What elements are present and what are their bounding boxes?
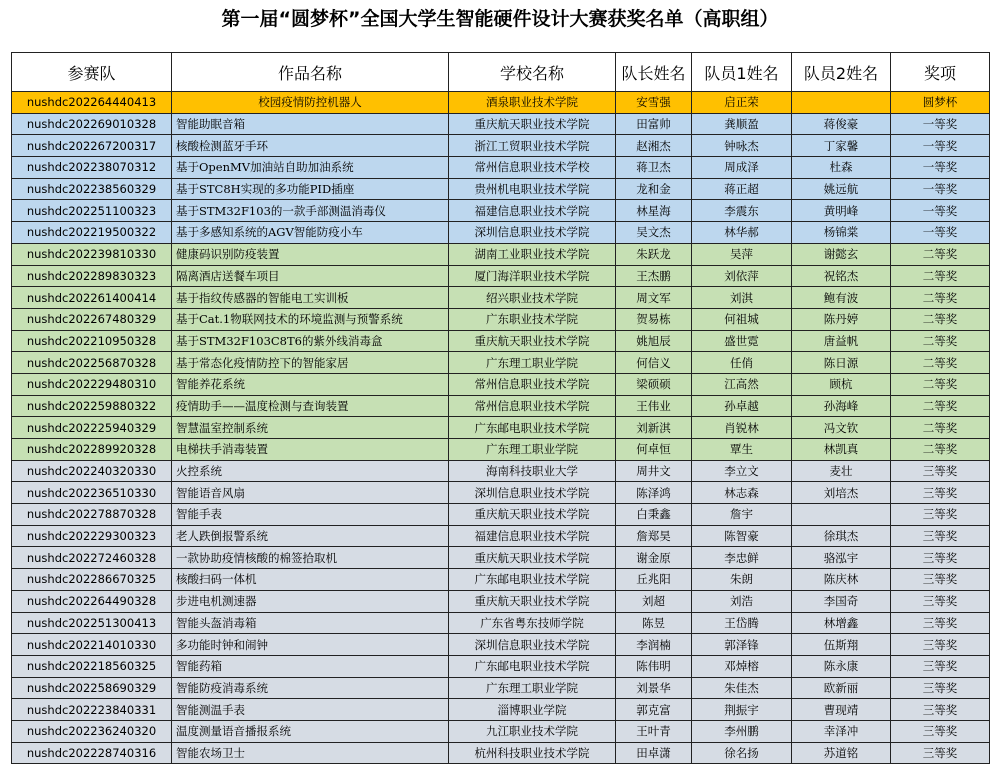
cell-member1-name: 陈智豪 [692,525,792,547]
cell-work-name: 核酸扫码一体机 [172,569,449,591]
cell-member2-name: 刘培杰 [792,482,891,504]
cell-member1-name: 钟咏杰 [692,135,792,157]
cell-school-name: 绍兴职业技术学院 [449,287,616,309]
cell-member2-name: 丁家馨 [792,135,891,157]
cell-team-id: nushdc202239810330 [12,243,172,265]
cell-school-name: 广东理工职业学院 [449,352,616,374]
cell-team-id: nushdc202264490328 [12,590,172,612]
cell-member2-name: 冯文钦 [792,417,891,439]
cell-work-name: 智能养花系统 [172,373,449,395]
cell-work-name: 校园疫情防控机器人 [172,92,449,114]
cell-leader-name: 陈泽鸿 [616,482,692,504]
cell-award: 一等奖 [891,113,990,135]
table-row [12,699,990,721]
cell-member2-name: 骆泓宇 [792,547,891,569]
table-row [12,677,990,699]
table-row [12,504,990,526]
cell-work-name: 基于STM32F103C8T6的紫外线消毒盒 [172,330,449,352]
cell-school-name: 常州信息职业技术学院 [449,395,616,417]
cell-leader-name: 刘超 [616,590,692,612]
cell-team-id: nushdc202240320330 [12,460,172,482]
cell-leader-name: 梁硕硕 [616,373,692,395]
cell-member2-name: 唐益帆 [792,330,891,352]
cell-work-name: 智能助眠音箱 [172,113,449,135]
cell-team-id: nushdc202219500322 [12,222,172,244]
cell-school-name: 广东职业技术学院 [449,308,616,330]
header-member2: 队员2姓名 [792,53,891,92]
cell-member1-name: 李州鹏 [692,720,792,742]
cell-school-name: 贵州机电职业技术学院 [449,178,616,200]
cell-school-name: 深圳信息职业技术学院 [449,222,616,244]
cell-leader-name: 谢金原 [616,547,692,569]
table-row [12,439,990,461]
table-row [12,222,990,244]
cell-school-name: 九江职业技术学院 [449,720,616,742]
header-leader: 队长姓名 [616,53,692,92]
table-row [12,330,990,352]
cell-award: 一等奖 [891,200,990,222]
cell-leader-name: 王杰鹏 [616,265,692,287]
cell-team-id: nushdc202264440413 [12,92,172,114]
cell-school-name: 广东邮电职业技术学院 [449,569,616,591]
cell-work-name: 电梯扶手消毒装置 [172,439,449,461]
cell-leader-name: 吴文杰 [616,222,692,244]
cell-work-name: 基于常态化疫情防控下的智能家居 [172,352,449,374]
cell-award: 三等奖 [891,569,990,591]
cell-member1-name: 孙卓越 [692,395,792,417]
cell-member2-name: 姚远航 [792,178,891,200]
cell-member2-name: 孙海峰 [792,395,891,417]
table-row [12,634,990,656]
cell-team-id: nushdc202289920328 [12,439,172,461]
cell-school-name: 常州信息职业技术学校 [449,157,616,179]
cell-member2-name: 陈永康 [792,655,891,677]
cell-member2-name: 林凯真 [792,439,891,461]
cell-member1-name: 李立文 [692,460,792,482]
cell-leader-name: 龙和金 [616,178,692,200]
cell-leader-name: 白秉鑫 [616,504,692,526]
cell-leader-name: 丘兆阳 [616,569,692,591]
cell-school-name: 重庆航天职业技术学院 [449,547,616,569]
cell-member1-name: 郭泽锋 [692,634,792,656]
cell-member1-name: 朱佳杰 [692,677,792,699]
cell-school-name: 常州信息职业技术学院 [449,373,616,395]
cell-member1-name: 周成泽 [692,157,792,179]
cell-work-name: 健康码识别防疫装置 [172,243,449,265]
cell-member2-name: 徐琪杰 [792,525,891,547]
cell-member2-name: 顾杭 [792,373,891,395]
cell-member1-name: 盛世霓 [692,330,792,352]
cell-member1-name: 覃生 [692,439,792,461]
cell-team-id: nushdc202236510330 [12,482,172,504]
cell-award: 二等奖 [891,417,990,439]
cell-member1-name: 李震东 [692,200,792,222]
header-work: 作品名称 [172,53,449,92]
cell-leader-name: 蒋卫杰 [616,157,692,179]
cell-member2-name: 陈丹婷 [792,308,891,330]
table-row [12,742,990,764]
cell-leader-name: 田卓潇 [616,742,692,764]
cell-member2-name: 苏道铭 [792,742,891,764]
cell-member2-name [792,504,891,526]
cell-team-id: nushdc202223840331 [12,699,172,721]
cell-member2-name: 李国奇 [792,590,891,612]
cell-leader-name: 陈昱 [616,612,692,634]
cell-work-name: 一款协助疫情核酸的棉签拾取机 [172,547,449,569]
cell-member2-name: 曹现靖 [792,699,891,721]
cell-award: 三等奖 [891,720,990,742]
cell-work-name: 基于OpenMV加油站自助加油系统 [172,157,449,179]
table-row [12,157,990,179]
cell-award: 二等奖 [891,308,990,330]
cell-leader-name: 詹郑昊 [616,525,692,547]
cell-member1-name: 王岱腾 [692,612,792,634]
cell-school-name: 深圳信息职业技术学院 [449,634,616,656]
cell-member2-name: 鲍有波 [792,287,891,309]
cell-award: 二等奖 [891,265,990,287]
cell-member1-name: 邓焯榕 [692,655,792,677]
cell-member1-name: 刘淇 [692,287,792,309]
cell-member1-name: 林志森 [692,482,792,504]
cell-work-name: 核酸检测蓝牙手环 [172,135,449,157]
cell-leader-name: 王伟业 [616,395,692,417]
awards-table [11,52,990,764]
cell-team-id: nushdc202267200317 [12,135,172,157]
cell-leader-name: 朱跃龙 [616,243,692,265]
cell-team-id: nushdc202286670325 [12,569,172,591]
cell-team-id: nushdc202225940329 [12,417,172,439]
cell-team-id: nushdc202238560329 [12,178,172,200]
cell-work-name: 基于指纹传感器的智能电工实训板 [172,287,449,309]
cell-team-id: nushdc202228740316 [12,742,172,764]
cell-team-id: nushdc202251100323 [12,200,172,222]
cell-member2-name: 幸泽冲 [792,720,891,742]
cell-member1-name: 何祖城 [692,308,792,330]
table-row [12,417,990,439]
cell-award: 一等奖 [891,135,990,157]
cell-leader-name: 刘新淇 [616,417,692,439]
cell-member2-name: 陈日源 [792,352,891,374]
cell-leader-name: 贺易栋 [616,308,692,330]
table-row [12,287,990,309]
cell-award: 二等奖 [891,330,990,352]
cell-leader-name: 周文军 [616,287,692,309]
cell-work-name: 智能头盔消毒箱 [172,612,449,634]
table-row [12,547,990,569]
table-row [12,395,990,417]
cell-work-name: 智能药箱 [172,655,449,677]
cell-award: 一等奖 [891,178,990,200]
cell-school-name: 深圳信息职业技术学院 [449,482,616,504]
cell-school-name: 广东省粤东技师学院 [449,612,616,634]
awards-table-body [12,92,990,764]
cell-school-name: 广东理工职业学院 [449,677,616,699]
cell-school-name: 重庆航天职业技术学院 [449,504,616,526]
cell-member1-name: 荆振宇 [692,699,792,721]
cell-leader-name: 田富帅 [616,113,692,135]
cell-leader-name: 刘景华 [616,677,692,699]
cell-work-name: 基于STC8H实现的多功能PID插座 [172,178,449,200]
cell-member1-name: 朱朗 [692,569,792,591]
cell-member1-name: 肖锐林 [692,417,792,439]
cell-member1-name: 江高然 [692,373,792,395]
cell-award: 三等奖 [891,612,990,634]
table-row [12,460,990,482]
cell-team-id: nushdc202272460328 [12,547,172,569]
cell-member2-name: 林增鑫 [792,612,891,634]
header-award: 奖项 [891,53,990,92]
cell-member2-name: 祝铭杰 [792,265,891,287]
cell-leader-name: 姚旭辰 [616,330,692,352]
cell-award: 三等奖 [891,482,990,504]
table-row [12,113,990,135]
cell-school-name: 广东邮电职业技术学院 [449,417,616,439]
cell-member1-name: 任俏 [692,352,792,374]
cell-team-id: nushdc202229480310 [12,373,172,395]
cell-award: 三等奖 [891,677,990,699]
table-row [12,655,990,677]
cell-work-name: 智能农场卫士 [172,742,449,764]
cell-award: 二等奖 [891,439,990,461]
cell-award: 三等奖 [891,547,990,569]
cell-member1-name: 刘浩 [692,590,792,612]
cell-member1-name: 刘依萍 [692,265,792,287]
cell-member2-name: 伍斯翔 [792,634,891,656]
cell-member2-name: 杜森 [792,157,891,179]
cell-team-id: nushdc202269010328 [12,113,172,135]
cell-work-name: 智能防疫消毒系统 [172,677,449,699]
cell-award: 三等奖 [891,634,990,656]
cell-award: 三等奖 [891,460,990,482]
table-row [12,308,990,330]
cell-school-name: 厦门海洋职业技术学院 [449,265,616,287]
cell-school-name: 酒泉职业技术学院 [449,92,616,114]
cell-team-id: nushdc202238070312 [12,157,172,179]
cell-team-id: nushdc202236240320 [12,720,172,742]
cell-school-name: 广东邮电职业技术学院 [449,655,616,677]
cell-award: 三等奖 [891,504,990,526]
table-row [12,135,990,157]
table-row [12,720,990,742]
cell-team-id: nushdc202218560325 [12,655,172,677]
cell-work-name: 智能测温手表 [172,699,449,721]
cell-leader-name: 安雪强 [616,92,692,114]
table-row [12,569,990,591]
cell-school-name: 杭州科技职业技术学院 [449,742,616,764]
cell-school-name: 湖南工业职业技术学院 [449,243,616,265]
cell-member2-name: 谢懿玄 [792,243,891,265]
cell-award: 圆梦杯 [891,92,990,114]
cell-team-id: nushdc202229300323 [12,525,172,547]
cell-award: 二等奖 [891,395,990,417]
cell-leader-name: 林星海 [616,200,692,222]
cell-award: 二等奖 [891,352,990,374]
cell-school-name: 淄博职业学院 [449,699,616,721]
cell-award: 一等奖 [891,222,990,244]
cell-work-name: 基于Cat.1物联网技术的环境监测与预警系统 [172,308,449,330]
cell-school-name: 广东理工职业学院 [449,439,616,461]
cell-work-name: 基于STM32F103的一款手部测温消毒仪 [172,200,449,222]
cell-member1-name: 詹宇 [692,504,792,526]
cell-award: 二等奖 [891,287,990,309]
cell-team-id: nushdc202259880322 [12,395,172,417]
cell-member2-name: 黄明峰 [792,200,891,222]
header-member1: 队员1姓名 [692,53,792,92]
table-row [12,590,990,612]
cell-team-id: nushdc202210950328 [12,330,172,352]
cell-leader-name: 赵湘杰 [616,135,692,157]
table-row [12,612,990,634]
cell-award: 三等奖 [891,655,990,677]
cell-award: 二等奖 [891,373,990,395]
table-row [12,352,990,374]
cell-team-id: nushdc202261400414 [12,287,172,309]
cell-school-name: 重庆航天职业技术学院 [449,113,616,135]
cell-leader-name: 周井文 [616,460,692,482]
cell-work-name: 隔离酒店送餐车项目 [172,265,449,287]
cell-work-name: 智慧温室控制系统 [172,417,449,439]
cell-member2-name: 蒋俊豪 [792,113,891,135]
cell-member2-name: 欧新丽 [792,677,891,699]
cell-work-name: 步进电机测速器 [172,590,449,612]
cell-team-id: nushdc202278870328 [12,504,172,526]
cell-award: 三等奖 [891,742,990,764]
cell-work-name: 智能语音风扇 [172,482,449,504]
cell-school-name: 海南科技职业大学 [449,460,616,482]
table-row [12,525,990,547]
cell-award: 一等奖 [891,157,990,179]
cell-work-name: 老人跌倒报警系统 [172,525,449,547]
cell-award: 三等奖 [891,699,990,721]
cell-member1-name: 林华郝 [692,222,792,244]
table-row [12,178,990,200]
cell-school-name: 重庆航天职业技术学院 [449,330,616,352]
cell-leader-name: 何卓恒 [616,439,692,461]
cell-work-name: 智能手表 [172,504,449,526]
cell-member1-name: 龚顺盈 [692,113,792,135]
cell-member1-name: 启正荣 [692,92,792,114]
table-row [12,200,990,222]
cell-team-id: nushdc202256870328 [12,352,172,374]
cell-team-id: nushdc202258690329 [12,677,172,699]
cell-work-name: 基于多感知系统的AGV智能防疫小车 [172,222,449,244]
cell-member2-name: 麦壮 [792,460,891,482]
cell-team-id: nushdc202214010330 [12,634,172,656]
cell-leader-name: 郭克富 [616,699,692,721]
cell-school-name: 福建信息职业技术学院 [449,200,616,222]
cell-award: 三等奖 [891,590,990,612]
cell-school-name: 重庆航天职业技术学院 [449,590,616,612]
cell-member1-name: 李忠鲜 [692,547,792,569]
cell-member1-name: 徐名扬 [692,742,792,764]
cell-work-name: 温度测量语音播报系统 [172,720,449,742]
table-row [12,243,990,265]
cell-leader-name: 陈伟明 [616,655,692,677]
table-row [12,92,990,114]
cell-member2-name [792,92,891,114]
cell-work-name: 疫情助手——温度检测与查询装置 [172,395,449,417]
page-title: 第一届“圆梦杯”全国大学生智能硬件设计大赛获奖名单（高职组） [221,8,779,30]
table-row [12,373,990,395]
cell-member1-name: 蒋正超 [692,178,792,200]
cell-leader-name: 李润楠 [616,634,692,656]
cell-team-id: nushdc202267480329 [12,308,172,330]
cell-member2-name: 陈庆林 [792,569,891,591]
cell-award: 三等奖 [891,525,990,547]
cell-team-id: nushdc202251300413 [12,612,172,634]
table-row [12,482,990,504]
cell-leader-name: 何信义 [616,352,692,374]
header-school: 学校名称 [449,53,616,92]
cell-work-name: 多功能时钟和闹钟 [172,634,449,656]
cell-member1-name: 吴萍 [692,243,792,265]
header-team: 参赛队 [12,53,172,92]
cell-award: 二等奖 [891,243,990,265]
table-row [12,265,990,287]
cell-work-name: 火控系统 [172,460,449,482]
cell-team-id: nushdc202289830323 [12,265,172,287]
cell-leader-name: 王叶青 [616,720,692,742]
header-row [12,53,990,92]
cell-school-name: 福建信息职业技术学院 [449,525,616,547]
cell-school-name: 浙江工贸职业技术学院 [449,135,616,157]
cell-member2-name: 杨锦棠 [792,222,891,244]
